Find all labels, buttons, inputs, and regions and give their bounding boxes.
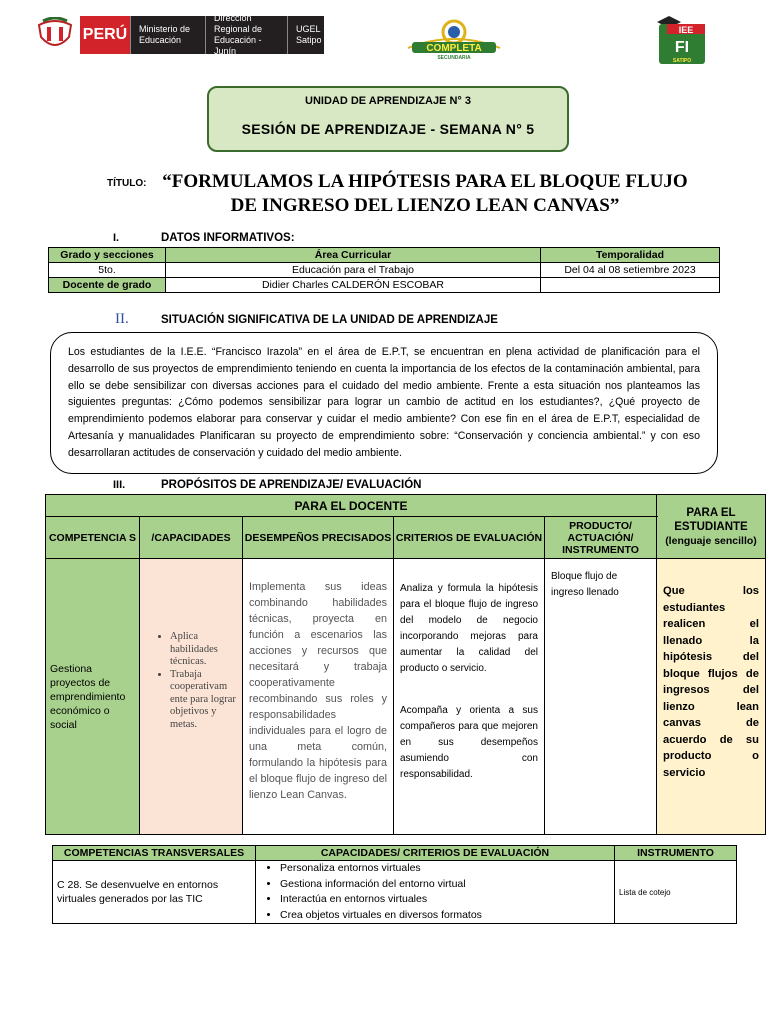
grado-value: 5to. xyxy=(49,263,166,278)
ministerio-label: Ministerio de Educación xyxy=(130,16,205,54)
competencia-cell xyxy=(46,559,140,835)
criterio-2: Acompaña y orienta a sus compañeros para que mejoren en sus desempeños asumiendo con responsabilidad. xyxy=(400,705,538,780)
header-grado: Grado y secciones xyxy=(49,248,166,263)
section1-number: I. xyxy=(113,232,120,244)
header-area: Área Curricular xyxy=(166,248,541,263)
para-estudiante-label: PARA EL ESTUDIANTE xyxy=(674,506,748,533)
estudiante-cell xyxy=(657,559,766,835)
transversal-capacidad-item: • Personaliza entornos virtuales xyxy=(280,861,610,877)
iee-logo-initials: FI xyxy=(674,39,690,56)
criterio-1: Analiza y formula la hipótesis para el bloque flujo de ingreso del modelo de negocio incorporando mejoras para aumentar la calidad del producto o servicio. xyxy=(400,583,538,674)
desempeno-text: Implementa sus ideas combinando habilidades técnicas, proyecta en función a escenarios las acciones y recursos que necesitará y trabaja cooperativamente recombinando sus roles y responsabilidades individuales para el logro de una meta común, formulando la hipótesis para el bloque flujo de ingreso del lienzo Lean Canvas. xyxy=(249,581,387,801)
section2-number: II. xyxy=(115,311,129,327)
transversal-capacidad-item: • Gestiona información del entorno virtual xyxy=(280,877,610,893)
header-producto: PRODUCTO/ ACTUACIÓN/ INSTRUMENTO xyxy=(545,517,657,559)
capacidades-cell xyxy=(140,559,243,835)
session-title: SESIÓN DE APRENDIZAJE - SEMANA N° 5 xyxy=(241,121,535,137)
para-estudiante-header xyxy=(657,495,766,559)
transversal-capacidad-item: • Interactúa en entornos virtuales xyxy=(280,892,610,908)
situacion-text: Los estudiantes de la I.E.E. “Francisco Irazola” en el área de E.P.T, se encuentran en plena actividad de planificación para el desarrollo de sus proyectos de emprendimiento teniendo en cuenta la importancia de los efectos de la contaminación ambiental, para ello se debe sensibilizar con diversas acciones para el cuidado del medio ambiente. Frente a esta situación nos planteamos las siguientes preguntas: ¿Cómo podemos sensibilizar para lograr un cambio de actitud en los estudiantes?, ¿Qué proyecto de emprendimiento podemos elaborar para conservar y cuidar el medio ambiente? Con ese fin en el área de E.P.T, especialidad de Artesanía y manualidades Planificaran su proyecto de emprendimiento sobre: “Conservación y conciencia ambiental.” y con eso desarrollaran actitudes de conservación y cuidado del medio ambiente. xyxy=(68,346,700,459)
jec-logo-text: COMPLETA xyxy=(426,43,482,54)
header-capacidades: /CAPACIDADES xyxy=(140,517,243,559)
header-instrumento: INSTRUMENTO xyxy=(615,846,737,861)
header-desempenos: DESEMPEÑOS PRECISADOS xyxy=(243,517,394,559)
transversal-instrumento: Lista de cotejo xyxy=(615,861,737,924)
ugel-label: UGEL Satipo xyxy=(287,16,324,54)
docente-empty-cell xyxy=(541,278,720,293)
header-capacidades-criterios: CAPACIDADES/ CRITERIOS DE EVALUACIÓN xyxy=(256,846,615,861)
transversal-capacidad-item: • Crea objetos virtuales en diversos formatos xyxy=(280,908,610,924)
coat-of-arms-icon xyxy=(30,16,80,54)
temporalidad-value: Del 04 al 08 setiembre 2023 xyxy=(541,263,720,278)
direccion-label: Dirección Regional de Educación - Junín xyxy=(205,16,287,54)
propositos-table xyxy=(45,494,766,835)
transversal-capacidades-cell xyxy=(256,861,615,924)
para-docente-header: PARA EL DOCENTE xyxy=(46,495,657,517)
producto-text: Bloque flujo de ingreso llenado xyxy=(551,571,619,598)
desempeno-cell xyxy=(243,559,394,835)
section3-number: III. xyxy=(113,479,126,491)
iee-logo-sub: SATIPO xyxy=(672,58,692,64)
estudiante-text: Que los estudiantes realicen el llenado la hipótesis del bloque flujos de ingresos del lienzo lean canvas de acuerdo de su producto o servicio xyxy=(663,585,759,779)
competencia-text: Gestiona proyectos de emprendimiento económico o social xyxy=(50,662,126,731)
header-competencias: COMPETENCIA S xyxy=(46,517,140,559)
section2-title: SITUACIÓN SIGNIFICATIVA DE LA UNIDAD DE APRENDIZAJE xyxy=(161,314,498,326)
minedu-header-logo xyxy=(30,13,324,56)
header-temporalidad: Temporalidad xyxy=(541,248,720,263)
docente-value: Didier Charles CALDERÓN ESCOBAR xyxy=(166,278,541,293)
producto-cell xyxy=(545,559,657,835)
jec-logo-sub: SECUNDARIA xyxy=(437,55,471,60)
para-estudiante-sub: (lenguaje sencillo) xyxy=(665,534,757,547)
section3-title: PROPÓSITOS DE APRENDIZAJE/ EVALUACIÓN xyxy=(161,479,422,491)
title-label: TÍTULO: xyxy=(107,178,147,189)
section1-title: DATOS INFORMATIVOS: xyxy=(161,232,295,244)
session-main-title: “FORMULAMOS LA HIPÓTESIS PARA EL BLOQUE FLUJO DE INGRESO DEL LIENZO LEAN CANVAS” xyxy=(162,171,688,216)
header-criterios: CRITERIOS DE EVALUACIÓN xyxy=(394,517,545,559)
iee-school-logo xyxy=(655,14,707,68)
unit-number: UNIDAD DE APRENDIZAJE N° 3 xyxy=(305,95,471,107)
jornada-completa-logo xyxy=(402,18,506,60)
docente-label: Docente de grado xyxy=(49,278,166,293)
capacidad-item: • Trabaja cooperativam ente para lograr objetivos y metas. xyxy=(170,669,240,732)
criterios-cell xyxy=(394,559,545,835)
datos-informativos-table xyxy=(48,247,720,293)
capacidad-item: • Aplica habilidades técnicas. xyxy=(170,631,240,669)
header-competencias-transversales: COMPETENCIAS TRANSVERSALES xyxy=(53,846,256,861)
area-value: Educación para el Trabajo xyxy=(166,263,541,278)
transversal-competencia: C 28. Se desenvuelve en entornos virtuales generados por las TIC xyxy=(53,861,256,924)
peru-label: PERÚ xyxy=(80,16,130,54)
iee-logo-text: IEE xyxy=(678,25,694,35)
competencias-transversales-table xyxy=(52,845,737,924)
